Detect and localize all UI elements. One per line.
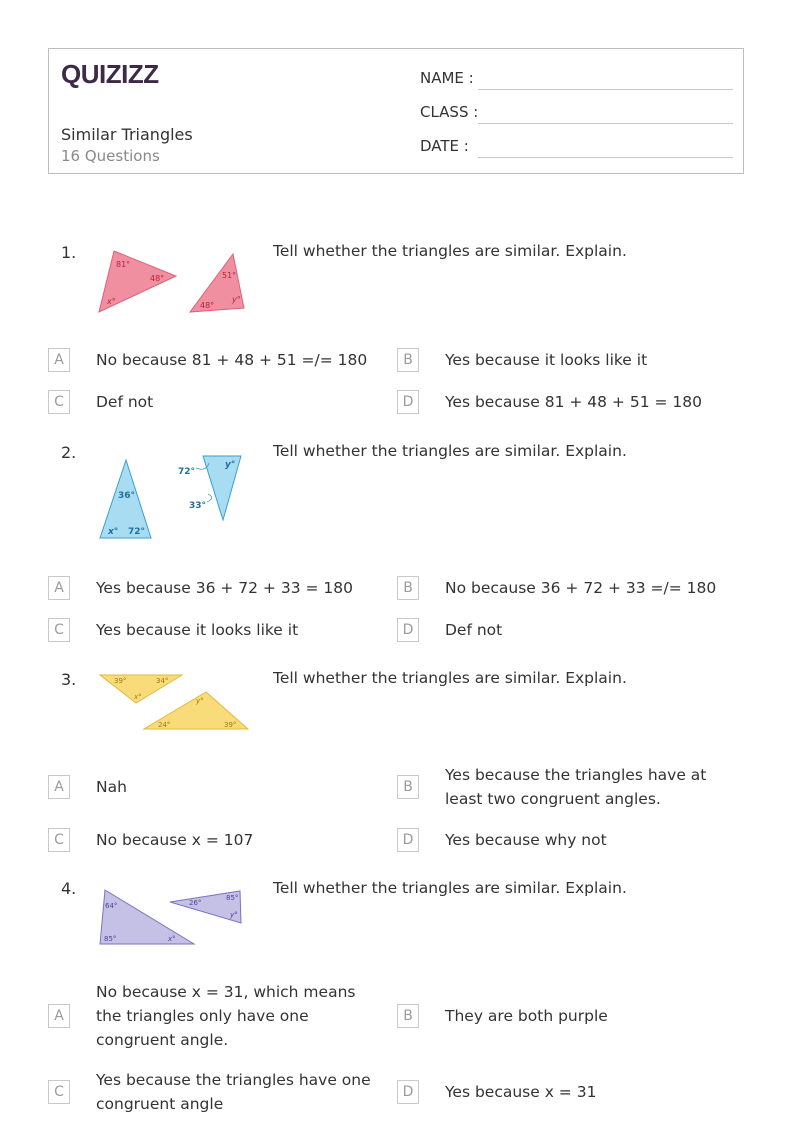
option-text[interactable]: Yes because the triangles have at least two congruent angles. bbox=[445, 766, 707, 808]
option-text[interactable]: Nah bbox=[96, 778, 127, 796]
option-text[interactable]: They are both purple bbox=[445, 1007, 608, 1025]
option-letter[interactable]: A bbox=[48, 1004, 70, 1028]
option-letter[interactable]: C bbox=[48, 1080, 70, 1104]
option-text[interactable]: Yes because x = 31 bbox=[445, 1083, 597, 1101]
option-letter[interactable]: A bbox=[48, 348, 70, 372]
question-1-figure bbox=[96, 248, 251, 320]
angle-label: 64° bbox=[105, 902, 118, 910]
angle-label: 26° bbox=[189, 899, 202, 907]
angle-label: 24° bbox=[158, 721, 171, 729]
option-letter[interactable]: D bbox=[397, 618, 419, 642]
angle-label: x° bbox=[108, 527, 119, 537]
question-text: Tell whether the triangles are similar. Explain. bbox=[273, 242, 627, 260]
worksheet-title: Similar Triangles bbox=[61, 125, 193, 144]
option-text[interactable]: Def not bbox=[445, 621, 503, 639]
question-3-figure bbox=[96, 668, 252, 734]
option-letter[interactable]: D bbox=[397, 390, 419, 414]
option-letter[interactable]: C bbox=[48, 828, 70, 852]
angle-label: 48° bbox=[150, 274, 165, 283]
option-text[interactable]: No because x = 107 bbox=[96, 831, 254, 849]
question-text: Tell whether the triangles are similar. Explain. bbox=[273, 669, 627, 687]
option-letter[interactable]: B bbox=[397, 775, 419, 799]
option-letter[interactable]: B bbox=[397, 576, 419, 600]
angle-label: x° bbox=[107, 297, 116, 306]
option-text[interactable]: Yes because it looks like it bbox=[445, 351, 648, 369]
date-field[interactable] bbox=[478, 157, 733, 158]
angle-label: 33° bbox=[189, 501, 207, 511]
option-letter[interactable]: B bbox=[397, 1004, 419, 1028]
angle-label: x° bbox=[134, 693, 142, 701]
option-text[interactable]: No because 81 + 48 + 51 =/= 180 bbox=[96, 351, 368, 369]
angle-label: y° bbox=[232, 295, 241, 304]
option-text[interactable]: Def not bbox=[96, 393, 154, 411]
option-letter[interactable]: A bbox=[48, 576, 70, 600]
quizizz-logo: QUIZIZZ bbox=[61, 59, 159, 89]
option-text[interactable]: No because 36 + 72 + 33 =/= 180 bbox=[445, 579, 717, 597]
option-text[interactable]: Yes because the triangles have one congruent angle bbox=[96, 1071, 371, 1113]
question-text: Tell whether the triangles are similar. Explain. bbox=[273, 442, 627, 460]
option-text[interactable]: No because x = 31, which means the triangles only have one congruent angle. bbox=[96, 983, 356, 1049]
option-text[interactable]: Yes because 81 + 48 + 51 = 180 bbox=[445, 393, 702, 411]
angle-label: 85° bbox=[226, 894, 239, 902]
angle-label: 34° bbox=[156, 677, 169, 685]
angle-label: 72° bbox=[178, 467, 196, 477]
option-text[interactable]: Yes because 36 + 72 + 33 = 180 bbox=[96, 579, 353, 597]
angle-label: y° bbox=[230, 911, 238, 919]
name-field[interactable] bbox=[478, 89, 733, 90]
angle-label: y° bbox=[196, 697, 204, 705]
option-letter[interactable]: B bbox=[397, 348, 419, 372]
option-letter[interactable]: C bbox=[48, 390, 70, 414]
question-count: 16 Questions bbox=[61, 147, 160, 165]
angle-label: 36° bbox=[118, 491, 136, 501]
angle-label: 81° bbox=[116, 260, 131, 269]
angle-label: 39° bbox=[224, 721, 237, 729]
arrow-line bbox=[207, 494, 212, 502]
angle-label: y° bbox=[225, 460, 236, 470]
option-letter[interactable]: D bbox=[397, 828, 419, 852]
angle-label: x° bbox=[168, 935, 176, 943]
angle-label: 51° bbox=[222, 271, 237, 280]
worksheet-header bbox=[48, 48, 744, 174]
option-text[interactable]: Yes because why not bbox=[445, 831, 607, 849]
question-number: 1. bbox=[61, 243, 77, 262]
question-text: Tell whether the triangles are similar. Explain. bbox=[273, 879, 627, 897]
question-number: 4. bbox=[61, 879, 77, 898]
option-letter[interactable]: D bbox=[397, 1080, 419, 1104]
option-text[interactable]: Yes because it looks like it bbox=[96, 621, 299, 639]
option-letter[interactable]: A bbox=[48, 775, 70, 799]
class-field[interactable] bbox=[478, 123, 733, 124]
question-2-figure bbox=[96, 452, 246, 544]
class-label: CLASS : bbox=[420, 103, 479, 121]
option-letter[interactable]: C bbox=[48, 618, 70, 642]
question-4-figure bbox=[96, 886, 246, 948]
angle-label: 39° bbox=[114, 677, 127, 685]
question-number: 2. bbox=[61, 443, 77, 462]
question-number: 3. bbox=[61, 670, 77, 689]
angle-label: 48° bbox=[200, 301, 215, 310]
angle-label: 85° bbox=[104, 935, 117, 943]
name-label: NAME : bbox=[420, 69, 474, 87]
date-label: DATE : bbox=[420, 137, 469, 155]
angle-label: 72° bbox=[128, 527, 146, 537]
